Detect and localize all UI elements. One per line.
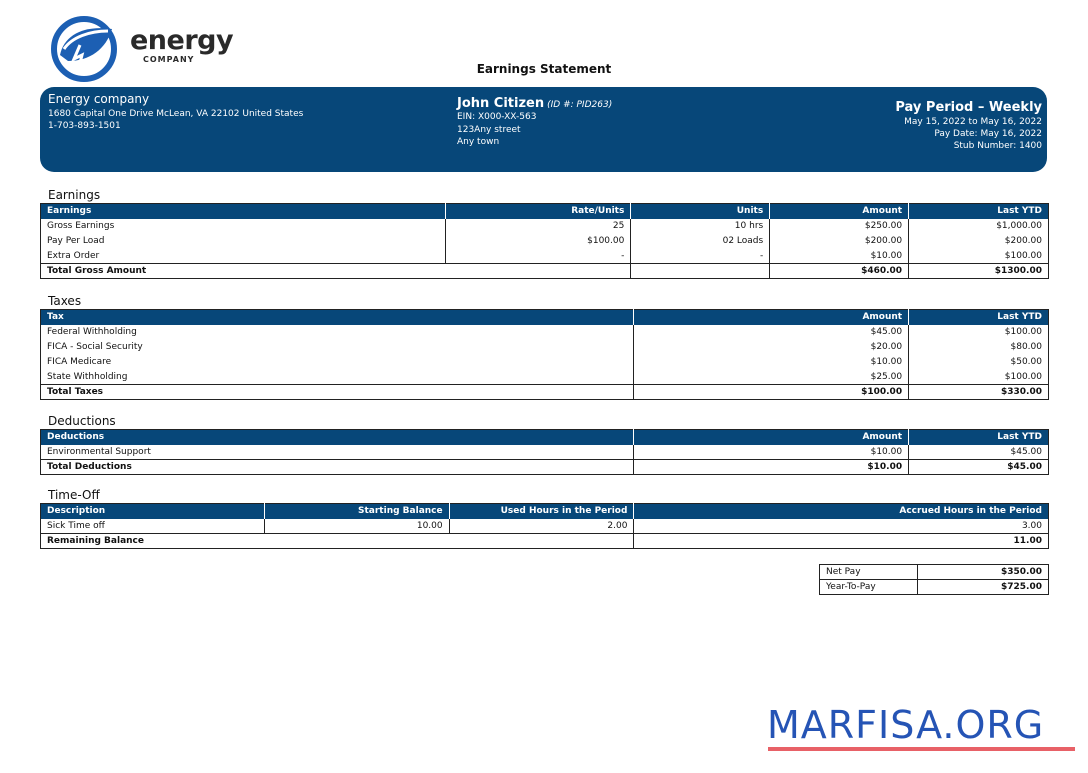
time-off-header-row <box>41 504 1049 519</box>
cell: $10.00 <box>770 249 909 264</box>
pay-date: Pay Date: May 16, 2022 <box>934 129 1042 139</box>
earnings-table <box>40 203 1049 279</box>
employer-info <box>48 92 303 132</box>
cell: 25 <box>445 219 631 234</box>
cell: - <box>445 249 631 264</box>
cell: $45.00 <box>909 445 1049 460</box>
cell: FICA - Social Security <box>47 342 143 352</box>
employee-town: Any town <box>457 137 500 147</box>
cell: $45.00 <box>634 325 909 340</box>
col-header: Amount <box>770 204 909 219</box>
col-header: Amount <box>634 310 909 325</box>
col-header: Starting Balance <box>264 504 449 519</box>
year-to-pay-value: $725.00 <box>917 580 1048 595</box>
total-label: Total Gross Amount <box>41 264 631 279</box>
deductions-header-row <box>41 430 1049 445</box>
col-header: Amount <box>634 430 909 445</box>
col-header: Accrued Hours in the Period <box>634 504 1049 519</box>
cell: Environmental Support <box>47 446 151 457</box>
watermark-text: MARFISA.ORG <box>767 703 1045 747</box>
pay-period-info <box>895 100 1042 152</box>
total-ytd: $45.00 <box>909 460 1049 475</box>
logo-subtitle: COMPANY <box>143 55 195 64</box>
cell: Sick Time off <box>47 520 105 531</box>
taxes-table <box>40 309 1049 400</box>
total-value: 11.00 <box>634 534 1049 549</box>
header-banner <box>40 87 1047 172</box>
table-row <box>41 445 1049 460</box>
cell: $200.00 <box>909 234 1049 249</box>
table-row <box>41 340 1049 355</box>
cell: $50.00 <box>909 355 1049 370</box>
col-header: Last YTD <box>909 310 1049 325</box>
cell: - <box>631 249 770 264</box>
cell: 02 Loads <box>631 234 770 249</box>
employer-name: Energy company <box>48 92 150 106</box>
cell: 10.00 <box>264 519 449 534</box>
cell: $100.00 <box>445 234 631 249</box>
col-header: Tax <box>41 310 634 325</box>
cell: $100.00 <box>909 325 1049 340</box>
net-pay-label: Net Pay <box>820 565 918 580</box>
table-row <box>41 219 1049 234</box>
total-label: Total Taxes <box>41 385 634 400</box>
cell: State Withholding <box>47 371 128 382</box>
cell: $10.00 <box>634 445 909 460</box>
cell: Pay Per Load <box>47 236 105 246</box>
year-to-pay-row <box>820 580 1049 595</box>
employee-street: 123Any street <box>457 124 521 135</box>
employee-id: (ID #: PID263) <box>547 100 613 110</box>
col-header: Last YTD <box>909 430 1049 445</box>
table-row <box>41 519 1049 534</box>
logo-wordmark: energy <box>130 25 234 56</box>
col-header: Description <box>41 504 265 519</box>
table-row <box>41 249 1049 264</box>
total-amount: $100.00 <box>634 385 909 400</box>
cell: $25.00 <box>634 370 909 385</box>
watermark-underline <box>768 747 1075 751</box>
cell <box>631 264 770 279</box>
employee-ein: EIN: X000-XX-563 <box>457 112 537 122</box>
cell: $20.00 <box>634 340 909 355</box>
cell: $100.00 <box>909 249 1049 264</box>
table-row <box>41 325 1049 340</box>
total-row <box>41 264 1049 279</box>
col-header: Deductions <box>41 430 634 445</box>
col-header: Last YTD <box>909 204 1049 219</box>
cell: Federal Withholding <box>47 327 137 337</box>
total-ytd: $330.00 <box>909 385 1049 400</box>
earnings-header-row <box>41 204 1049 219</box>
cell: 2.00 <box>449 519 634 534</box>
deductions-section-title: Deductions <box>48 414 116 428</box>
total-label: Remaining Balance <box>41 534 634 549</box>
document-title: Earnings Statement <box>476 62 612 76</box>
pay-period-title: Pay Period – Weekly <box>895 100 1042 115</box>
cell: $80.00 <box>909 340 1049 355</box>
total-label: Total Deductions <box>41 460 634 475</box>
total-amount: $10.00 <box>634 460 909 475</box>
net-pay-row <box>820 565 1049 580</box>
total-amount: $460.00 <box>770 264 909 279</box>
time-off-section-title: Time-Off <box>48 488 100 502</box>
pay-summary-table <box>819 564 1049 595</box>
earnings-section-title: Earnings <box>48 188 101 202</box>
taxes-section-title: Taxes <box>48 294 82 308</box>
employer-phone: 1-703-893-1501 <box>48 121 121 131</box>
cell: 10 hrs <box>631 219 770 234</box>
cell: Extra Order <box>47 250 100 261</box>
col-header: Units <box>631 204 770 219</box>
net-pay-value: $350.00 <box>917 565 1048 580</box>
total-row <box>41 385 1049 400</box>
stub-number: Stub Number: 1400 <box>953 141 1042 151</box>
table-row <box>41 234 1049 249</box>
year-to-pay-label: Year-To-Pay <box>820 580 918 595</box>
cell: $250.00 <box>770 219 909 234</box>
employee-info <box>457 92 612 149</box>
total-ytd: $1300.00 <box>909 264 1049 279</box>
cell: $1,000.00 <box>909 219 1049 234</box>
table-row <box>41 370 1049 385</box>
time-off-table <box>40 503 1049 549</box>
employer-address: 1680 Capital One Drive McLean, VA 22102 United States <box>48 109 304 119</box>
col-header: Earnings <box>41 204 446 219</box>
col-header: Rate/Units <box>445 204 631 219</box>
cell: $200.00 <box>770 234 909 249</box>
cell: 3.00 <box>634 519 1049 534</box>
pay-period-range: May 15, 2022 to May 16, 2022 <box>904 117 1042 127</box>
cell: Gross Earnings <box>47 221 115 231</box>
cell: $100.00 <box>909 370 1049 385</box>
deductions-table <box>40 429 1049 475</box>
employee-name: John Citizen <box>457 96 545 111</box>
taxes-header-row <box>41 310 1049 325</box>
cell: FICA Medicare <box>47 357 112 367</box>
col-header: Used Hours in the Period <box>449 504 634 519</box>
cell: $10.00 <box>634 355 909 370</box>
table-row <box>41 355 1049 370</box>
total-row <box>41 534 1049 549</box>
total-row <box>41 460 1049 475</box>
